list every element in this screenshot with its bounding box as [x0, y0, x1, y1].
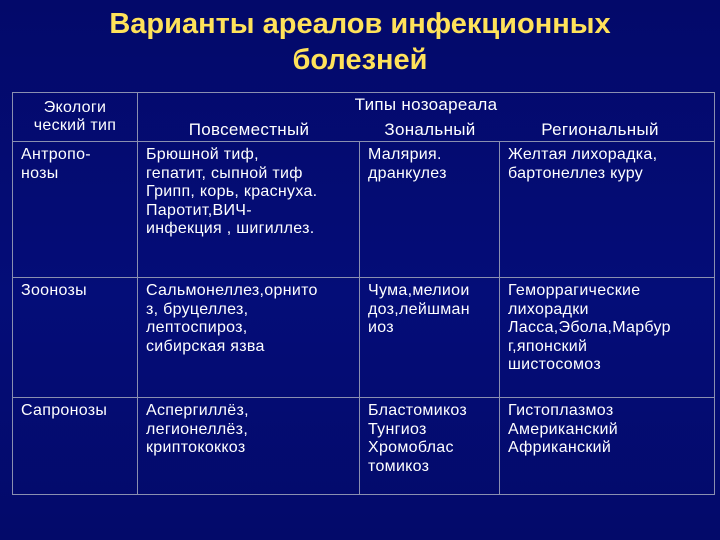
cell-line: лептоспироз,	[146, 319, 248, 336]
cell-line: Хромоблас	[368, 439, 454, 456]
header-eco-line-2: ческий тип	[33, 117, 117, 134]
nosoareal-table	[12, 92, 715, 495]
header-eco-line-1: Экологи	[43, 98, 107, 116]
cell-line: Сальмонеллез,орнито	[146, 282, 318, 299]
cell-line: шистосомоз	[508, 356, 601, 373]
cell-line: г,японский	[508, 337, 588, 355]
cell-ubiquitous	[138, 398, 360, 495]
cell-regional	[500, 398, 715, 495]
cell-line: Ласса,Эбола,Марбур	[508, 319, 671, 336]
cell-line: Чума,мелиои	[368, 282, 470, 299]
cell-regional	[500, 142, 715, 278]
cell-line: инфекция , шигиллез.	[146, 220, 315, 237]
cell-type	[13, 278, 138, 398]
cell-zonal	[360, 142, 500, 278]
cell-line: Американский	[508, 420, 618, 438]
header-ecological-type	[13, 93, 138, 142]
cell-line: лихорадки	[508, 300, 589, 318]
title-line-1: Варианты ареалов инфекционных	[109, 8, 611, 40]
cell-line: доз,лейшман	[368, 300, 470, 318]
cell-ubiquitous	[138, 142, 360, 278]
cell-line: Сапронозы	[21, 402, 108, 419]
cell-line: сибирская язва	[146, 337, 265, 355]
cell-line: легионеллёз,	[146, 420, 249, 438]
cell-line: иоз	[368, 319, 394, 336]
table-row	[13, 398, 715, 495]
table-header-row	[13, 93, 715, 142]
cell-line: Желтая лихорадка,	[508, 146, 658, 163]
cell-type	[13, 398, 138, 495]
header-col-ubiquitous: Повсеместный	[188, 120, 310, 139]
cell-line: криптококкоз	[146, 439, 246, 456]
cell-zonal	[360, 278, 500, 398]
cell-line: Геморрагические	[508, 282, 641, 299]
cell-ubiquitous	[138, 278, 360, 398]
cell-line: Аспергиллёз,	[146, 402, 249, 419]
cell-line: гепатит, сыпной тиф	[146, 164, 303, 182]
cell-line: з, бруцеллез,	[146, 300, 249, 318]
cell-regional	[500, 278, 715, 398]
cell-line: Африканский	[508, 439, 612, 456]
cell-line: томикоз	[368, 457, 430, 475]
cell-line: Грипп, корь, краснуха.	[146, 183, 318, 200]
header-types-title: Типы нозоареала	[354, 95, 498, 114]
cell-line: дранкулез	[368, 164, 447, 182]
page-title	[0, 6, 720, 78]
header-col-regional: Региональный	[541, 120, 659, 139]
cell-line: Зоонозы	[21, 282, 87, 299]
cell-line: Паротит,ВИЧ-	[146, 201, 252, 219]
cell-line: Брюшной тиф,	[146, 146, 259, 163]
cell-type	[13, 142, 138, 278]
cell-line: нозы	[21, 164, 59, 182]
header-nosoareal-types	[138, 93, 715, 142]
cell-line: бартонеллез куру	[508, 164, 644, 182]
cell-line: Тунгиоз	[368, 420, 427, 438]
cell-zonal	[360, 398, 500, 495]
cell-line: Бластомикоз	[368, 402, 468, 419]
table-row	[13, 278, 715, 398]
title-line-2: болезней	[292, 44, 428, 76]
cell-line: Малярия.	[368, 146, 442, 163]
table-row	[13, 142, 715, 278]
cell-line: Гистоплазмоз	[508, 402, 614, 419]
cell-line: Антропо-	[21, 146, 91, 163]
header-col-zonal: Зональный	[384, 120, 476, 139]
